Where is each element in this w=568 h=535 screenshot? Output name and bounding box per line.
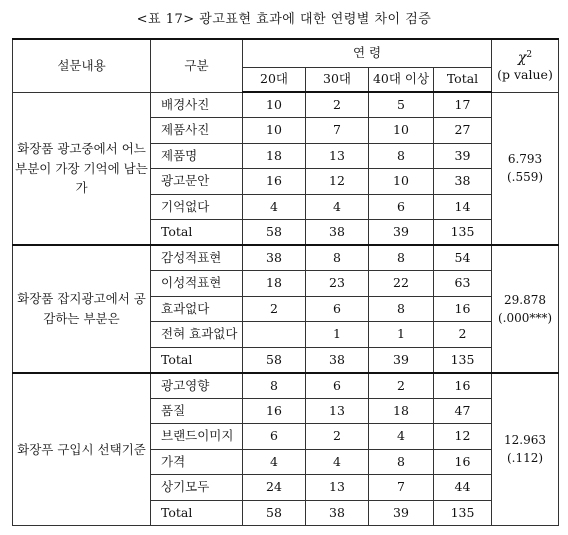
- category-label: 광고문안: [151, 169, 243, 195]
- p-value: (.112): [506, 451, 544, 466]
- value-cell: 58: [243, 220, 306, 246]
- chi-symbol: χ: [517, 49, 527, 66]
- chi-power: 2: [526, 49, 533, 60]
- value-cell: 2: [306, 424, 369, 450]
- chi-square-value: 12.963: [504, 433, 546, 448]
- value-cell: 16: [434, 373, 492, 399]
- value-cell: 58: [243, 500, 306, 526]
- value-cell: 8: [369, 449, 434, 475]
- value-cell: 1: [369, 322, 434, 348]
- value-cell: 24: [243, 475, 306, 501]
- category-label: 광고영향: [151, 373, 243, 399]
- category-label: 가격: [151, 449, 243, 475]
- value-cell: 10: [243, 92, 306, 118]
- value-cell: 4: [243, 194, 306, 220]
- value-cell: 44: [434, 475, 492, 501]
- value-cell: 13: [306, 475, 369, 501]
- value-cell: 135: [434, 500, 492, 526]
- category-label: 기억없다: [151, 194, 243, 220]
- value-cell: 13: [306, 143, 369, 169]
- category-label: 전혀 효과없다: [151, 322, 243, 348]
- header-col-40s: 40대 이상: [369, 67, 434, 92]
- chi-p-value-label: (p value): [497, 66, 553, 82]
- chi-square-cell: [492, 373, 559, 526]
- age-difference-table: [12, 38, 559, 526]
- p-value: (.559): [506, 170, 544, 185]
- header-row-top: [13, 39, 559, 67]
- value-cell: 2: [369, 373, 434, 399]
- value-cell: 58: [243, 347, 306, 373]
- category-label: 제품명: [151, 143, 243, 169]
- value-cell: 12: [306, 169, 369, 195]
- category-label: Total: [151, 220, 243, 246]
- value-cell: 4: [306, 449, 369, 475]
- value-cell: [243, 322, 306, 348]
- table-body: [13, 39, 559, 526]
- header-category: 구분: [151, 39, 243, 92]
- category-label: 품질: [151, 398, 243, 424]
- value-cell: 135: [434, 347, 492, 373]
- value-cell: 8: [369, 296, 434, 322]
- header-chi-square: [492, 39, 559, 92]
- table-row: [13, 373, 559, 399]
- category-label: 이성적표현: [151, 271, 243, 297]
- value-cell: 7: [306, 118, 369, 144]
- value-cell: 10: [369, 169, 434, 195]
- value-cell: 6: [306, 373, 369, 399]
- value-cell: 6: [243, 424, 306, 450]
- table-caption: <표 17> 광고표현 효과에 대한 연령별 차이 검증: [136, 12, 432, 27]
- header-question: 설문내용: [13, 39, 151, 92]
- value-cell: 22: [369, 271, 434, 297]
- value-cell: 16: [434, 296, 492, 322]
- value-cell: 2: [243, 296, 306, 322]
- value-cell: 10: [369, 118, 434, 144]
- value-cell: 16: [434, 449, 492, 475]
- value-cell: 38: [306, 347, 369, 373]
- value-cell: 6: [306, 296, 369, 322]
- value-cell: 18: [243, 271, 306, 297]
- value-cell: 6: [369, 194, 434, 220]
- category-label: 배경사진: [151, 92, 243, 118]
- value-cell: 8: [306, 245, 369, 271]
- header-col-total: Total: [434, 67, 492, 92]
- value-cell: 18: [243, 143, 306, 169]
- table-row: [13, 92, 559, 118]
- value-cell: 5: [369, 92, 434, 118]
- value-cell: 4: [306, 194, 369, 220]
- p-value: (.000***): [497, 310, 553, 325]
- value-cell: 63: [434, 271, 492, 297]
- value-cell: 7: [369, 475, 434, 501]
- chi-square-value: 6.793: [507, 152, 543, 167]
- category-label: 제품사진: [151, 118, 243, 144]
- value-cell: 14: [434, 194, 492, 220]
- value-cell: 23: [306, 271, 369, 297]
- value-cell: 135: [434, 220, 492, 246]
- value-cell: 16: [243, 398, 306, 424]
- value-cell: 18: [369, 398, 434, 424]
- question-cell: 화장푸 구입시 선택기준: [13, 373, 151, 526]
- category-label: 상기모두: [151, 475, 243, 501]
- question-cell: 화장품 광고중에서 어느 부분이 가장 기억에 남는가: [13, 92, 151, 245]
- question-cell: 화장품 잡지광고에서 공감하는 부분은: [13, 245, 151, 373]
- value-cell: 4: [369, 424, 434, 450]
- chi-square-cell: [492, 245, 559, 373]
- value-cell: 47: [434, 398, 492, 424]
- value-cell: 54: [434, 245, 492, 271]
- header-col-20s: 20대: [243, 67, 306, 92]
- value-cell: 39: [434, 143, 492, 169]
- chi-square-cell: [492, 92, 559, 245]
- value-cell: 12: [434, 424, 492, 450]
- value-cell: 16: [243, 169, 306, 195]
- value-cell: 39: [369, 500, 434, 526]
- table-row: [13, 245, 559, 271]
- chi-square-value: 29.878: [504, 292, 546, 307]
- value-cell: 2: [306, 92, 369, 118]
- value-cell: 17: [434, 92, 492, 118]
- value-cell: 13: [306, 398, 369, 424]
- header-col-30s: 30대: [306, 67, 369, 92]
- category-label: 브랜드이미지: [151, 424, 243, 450]
- value-cell: 8: [243, 373, 306, 399]
- category-label: Total: [151, 347, 243, 373]
- value-cell: 38: [306, 500, 369, 526]
- header-age-group: 연 령: [243, 39, 492, 67]
- value-cell: 1: [306, 322, 369, 348]
- value-cell: 8: [369, 143, 434, 169]
- value-cell: 38: [434, 169, 492, 195]
- value-cell: 38: [243, 245, 306, 271]
- category-label: 효과없다: [151, 296, 243, 322]
- category-label: 감성적표현: [151, 245, 243, 271]
- value-cell: 8: [369, 245, 434, 271]
- value-cell: 10: [243, 118, 306, 144]
- value-cell: 4: [243, 449, 306, 475]
- value-cell: 38: [306, 220, 369, 246]
- value-cell: 39: [369, 220, 434, 246]
- category-label: Total: [151, 500, 243, 526]
- value-cell: 39: [369, 347, 434, 373]
- value-cell: 27: [434, 118, 492, 144]
- value-cell: 2: [434, 322, 492, 348]
